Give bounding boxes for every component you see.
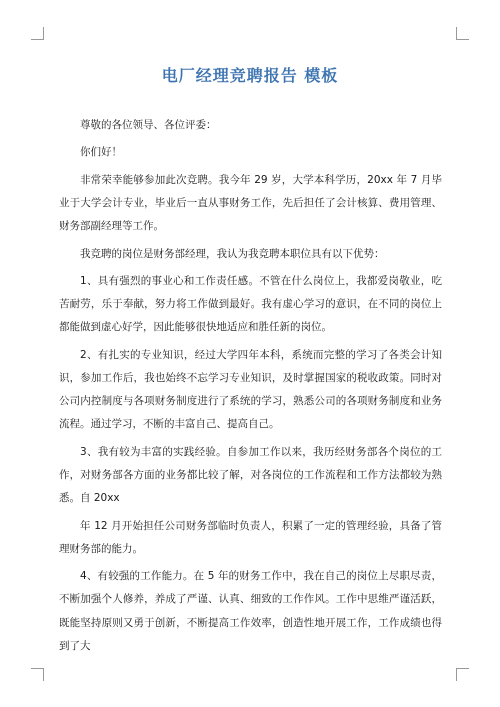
document-body (59, 114, 442, 662)
paragraph-point-1: 1、具有强烈的事业心和工作责任感。不管在什么岗位上，我都爱岗敬业，吃苦耐劳，乐于奉献，努力将工作做到最好。我有虚心学习的意识，在不同的岗位上都能做到虚心好学，因此能够很快地适应和胜任新的岗位。 (59, 274, 442, 334)
paragraph-point-3: 3、我有较为丰富的实践经验。自参加工作以来，我历经财务部各个岗位的工作，对财务部各方面的业务都比较了解，对各岗位的工作流程和工作方法都较为熟悉。自 20xx (59, 445, 442, 505)
paragraph-point-4: 4、有较强的工作能力。在 5 年的财务工作中，我在自己的岗位上尽职尽责，不断加强个人修养，养成了严谨、认真、细致的工作作风。工作中思维严谨活跃，既能坚持原则又勇于创新，不断提高工作效率，创造性地开展工作，工作成绩也得到了大 (59, 570, 442, 652)
crop-mark-bottom-right (456, 668, 469, 681)
paragraph-intro: 非常荣幸能够参加此次竞聘。我今年 29 岁，大学本科学历，20xx 年 7 月毕业于大学会计专业，毕业后一直从事财务工作，先后担任了会计核算、费用管理、财务部副经理等工作。 (59, 173, 442, 233)
crop-mark-bottom-left (31, 668, 44, 681)
salutation: 尊敬的各位领导、各位评委： (80, 119, 217, 131)
paragraph-point-2: 2、有扎实的专业知识，经过大学四年本科，系统而完整的学习了各类会计知识，参加工作后，我也始终不忘学习专业知识，及时掌握国家的税收政策。同时对公司内控制度与各项财务制度进行了系统的学习，熟悉公司的各项财务制度和业务流程。通过学习，不断的丰富自己、提高自己。 (59, 348, 442, 431)
crop-mark-top-right (456, 27, 469, 40)
paragraph-position: 我竞聘的岗位是财务部经理，我认为我竞聘本职位具有以下优势： (80, 247, 385, 260)
paragraph-point-3-continued: 年 12 月开始担任公司财务部临时负责人，积累了一定的管理经验，具备了管理财务部的能力。 (59, 519, 442, 555)
greeting: 你们好！ (80, 146, 122, 159)
document-title: 电厂经理竞聘报告 模板 (161, 66, 339, 85)
crop-mark-top-left (31, 27, 44, 40)
